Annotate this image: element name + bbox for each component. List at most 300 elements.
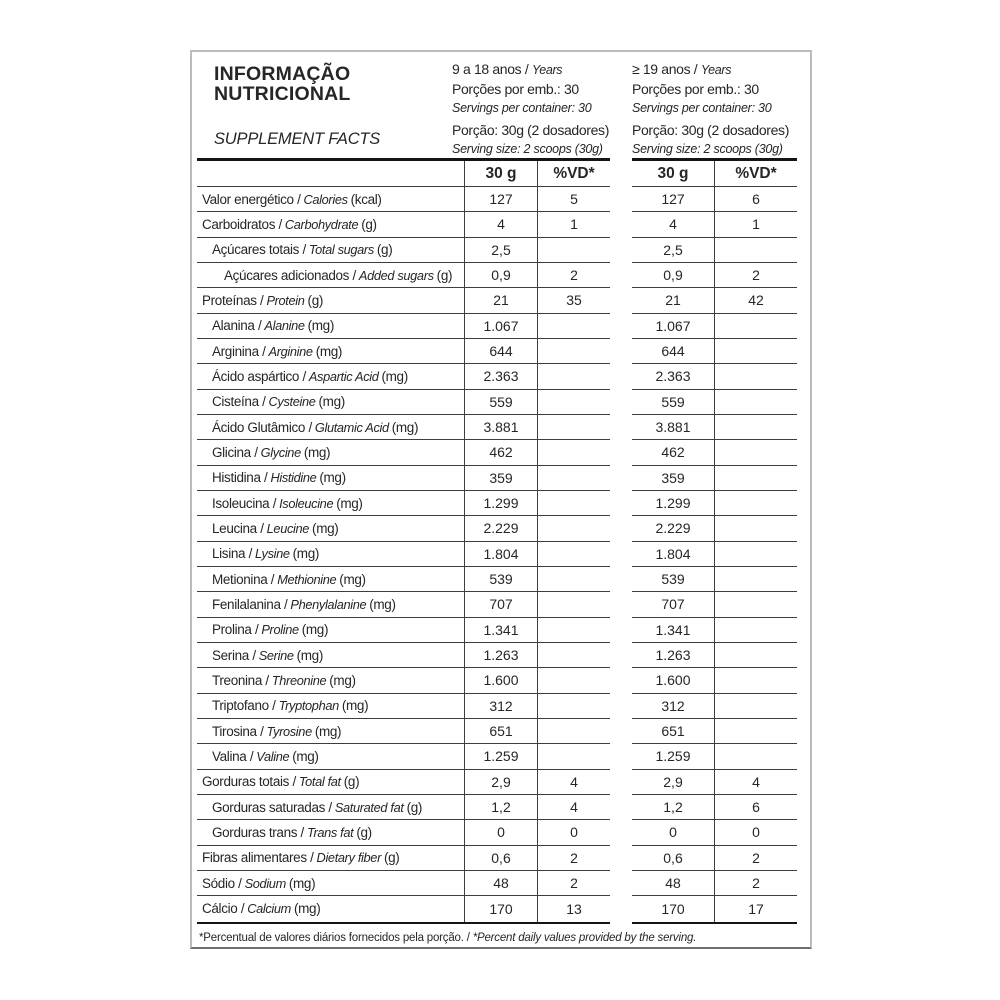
amount-value-group2: 651 bbox=[632, 719, 715, 743]
dv-value-group2 bbox=[715, 744, 797, 768]
amount-value-group1: 170 bbox=[464, 896, 538, 921]
amount-value-group1: 707 bbox=[464, 592, 538, 616]
amount-value-group1: 3.881 bbox=[464, 415, 538, 439]
nutrient-label-unit: (mg) bbox=[312, 520, 339, 536]
footnote bbox=[199, 932, 696, 944]
dv-value-group1 bbox=[538, 744, 610, 768]
nutrient-label-pt: Gorduras trans / bbox=[212, 824, 304, 840]
nutrient-label-pt: Valor energético / bbox=[202, 191, 301, 207]
nutrient-row bbox=[197, 314, 797, 339]
amount-value-group2: 1.299 bbox=[632, 491, 715, 515]
nutrient-label-en: Added sugars bbox=[358, 267, 434, 283]
nutrient-label-en: Calcium bbox=[247, 901, 291, 917]
rule-segment-left bbox=[197, 922, 610, 925]
nutrient-row bbox=[197, 263, 797, 288]
dv-value-group1: 13 bbox=[566, 900, 582, 917]
dv-value-group2 bbox=[715, 466, 797, 490]
dv-value-group1 bbox=[538, 415, 610, 439]
amount-value-group2: 0,6 bbox=[632, 846, 715, 870]
row-segment-right bbox=[632, 288, 797, 313]
dv-value-group1 bbox=[538, 466, 610, 490]
nutrient-label-unit: (mg) bbox=[314, 723, 342, 739]
nutrient-label-en: Aspartic Acid bbox=[308, 368, 379, 384]
row-segment-right bbox=[632, 516, 797, 541]
nutrient-label-unit: (mg) bbox=[339, 571, 366, 587]
nutrient-label-unit: (g) bbox=[406, 799, 423, 815]
amount-column-header-1: 30 g bbox=[464, 161, 538, 186]
dv-value-group1 bbox=[538, 516, 610, 540]
dv-value-group2 bbox=[715, 643, 797, 667]
dv-value-group2 bbox=[715, 364, 797, 388]
table-title-block bbox=[214, 64, 380, 149]
header-segment-left bbox=[197, 161, 610, 187]
nutrient-label-en: Calories bbox=[303, 191, 348, 207]
nutrition-facts-table bbox=[190, 50, 812, 949]
row-segment-left bbox=[197, 466, 610, 491]
amount-value-group1: 0 bbox=[464, 820, 538, 844]
nutrient-label-unit: (mg) bbox=[303, 444, 331, 460]
nutrient-label-pt: Treonina / bbox=[212, 672, 269, 688]
row-segment-right bbox=[632, 820, 797, 845]
row-segment-left bbox=[197, 567, 610, 592]
amount-value-group2: 312 bbox=[632, 694, 715, 718]
amount-value-group2: 3.881 bbox=[632, 415, 715, 439]
nutrient-label-en: Saturated fat bbox=[334, 799, 404, 815]
nutrient-row bbox=[197, 643, 797, 668]
dv-value-group1: 5 bbox=[570, 191, 578, 208]
amount-value-group1: 1,2 bbox=[464, 795, 538, 819]
row-segment-left bbox=[197, 643, 610, 668]
amount-value-group1: 1.263 bbox=[464, 643, 538, 667]
nutrient-label-en: Tyrosine bbox=[266, 723, 312, 739]
nutrient-label-unit: (g) bbox=[361, 216, 377, 232]
amount-value-group1: 1.299 bbox=[464, 491, 538, 515]
row-segment-left bbox=[197, 820, 610, 845]
amount-value-group2: 1.263 bbox=[632, 643, 715, 667]
nutrient-row bbox=[197, 491, 797, 516]
row-segment-left bbox=[197, 212, 610, 237]
amount-value-group1: 1.804 bbox=[464, 542, 538, 566]
nutrient-label-unit: (mg) bbox=[294, 901, 321, 917]
dv-value-group2: 4 bbox=[752, 773, 760, 790]
amount-value-group1: 312 bbox=[464, 694, 538, 718]
dv-value-group2 bbox=[715, 440, 797, 464]
nutrient-label-unit: (mg) bbox=[381, 368, 408, 384]
nutrient-row bbox=[197, 516, 797, 541]
row-segment-right bbox=[632, 187, 797, 212]
nutrient-label-en: Proline bbox=[261, 622, 299, 638]
nutrient-label-pt: Serina / bbox=[212, 647, 256, 663]
nutrient-label-pt: Cisteína / bbox=[212, 394, 266, 410]
row-segment-right bbox=[632, 618, 797, 643]
amount-value-group1: 48 bbox=[464, 871, 538, 895]
amount-value-group1: 359 bbox=[464, 466, 538, 490]
nutrient-row bbox=[197, 592, 797, 617]
nutrient-label bbox=[197, 896, 464, 921]
nutrient-label bbox=[197, 643, 464, 667]
nutrient-label-unit: (mg) bbox=[288, 875, 316, 891]
age-range-line: 9 a 18 anos / Years bbox=[452, 61, 563, 77]
dv-value-group1: 1 bbox=[570, 216, 578, 233]
row-segment-left bbox=[197, 871, 610, 896]
dv-value-group1 bbox=[538, 592, 610, 616]
nutrient-label-unit: (mg) bbox=[369, 596, 396, 612]
amount-value-group2: 1.259 bbox=[632, 744, 715, 768]
amount-value-group2: 539 bbox=[632, 567, 715, 591]
nutrient-label bbox=[197, 542, 464, 566]
row-segment-left bbox=[197, 263, 610, 288]
nutrient-label bbox=[197, 288, 464, 312]
nutrient-label-unit: (mg) bbox=[315, 343, 343, 359]
table-subtitle: SUPPLEMENT FACTS bbox=[214, 130, 381, 148]
nutrient-label-unit: (mg) bbox=[391, 419, 419, 435]
amount-value-group1: 651 bbox=[464, 719, 538, 743]
amount-value-group2: 127 bbox=[632, 187, 715, 211]
nutrient-label-unit: (mg) bbox=[318, 394, 345, 410]
row-segment-right bbox=[632, 567, 797, 592]
amount-value-group2: 21 bbox=[632, 288, 715, 312]
servings-en: Servings per container: 30 bbox=[632, 101, 772, 115]
row-segment-right bbox=[632, 744, 797, 769]
amount-value-group2: 170 bbox=[632, 896, 715, 921]
servings-pt: Porções por emb.: 30 bbox=[632, 81, 759, 97]
nutrient-label bbox=[197, 390, 464, 414]
row-segment-left bbox=[197, 440, 610, 465]
row-segment-right bbox=[632, 491, 797, 516]
dv-value-group2 bbox=[715, 339, 797, 363]
dv-value-group2 bbox=[715, 415, 797, 439]
row-segment-right bbox=[632, 390, 797, 415]
row-segment-right bbox=[632, 592, 797, 617]
nutrient-label-en: Leucine bbox=[266, 520, 310, 536]
dv-value-group1 bbox=[538, 719, 610, 743]
dv-value-group2 bbox=[715, 238, 797, 262]
nutrient-label-en: Protein bbox=[266, 292, 305, 308]
nutrient-label-en: Valine bbox=[256, 748, 290, 764]
bottom-rule bbox=[197, 922, 797, 925]
amount-value-group2: 1.804 bbox=[632, 542, 715, 566]
servings-pt: Porções por emb.: 30 bbox=[452, 81, 579, 97]
amount-value-group1: 127 bbox=[464, 187, 538, 211]
amount-value-group1: 4 bbox=[464, 212, 538, 236]
nutrient-label-pt: Fenilalanina / bbox=[212, 596, 288, 612]
dv-value-group1 bbox=[538, 390, 610, 414]
nutrient-label-unit: (kcal) bbox=[350, 191, 382, 207]
nutrient-row bbox=[197, 212, 797, 237]
age-range-line: ≥ 19 anos / Years bbox=[632, 61, 732, 77]
amount-value-group2: 0,9 bbox=[632, 263, 715, 287]
nutrient-label bbox=[197, 668, 464, 692]
amount-value-group2: 644 bbox=[632, 339, 715, 363]
nutrient-label-unit: (g) bbox=[376, 242, 393, 258]
row-segment-left bbox=[197, 542, 610, 567]
row-segment-right bbox=[632, 846, 797, 871]
row-segment-left bbox=[197, 339, 610, 364]
amount-value-group1: 2,5 bbox=[464, 238, 538, 262]
dv-value-group2: 2 bbox=[752, 267, 760, 284]
row-segment-right bbox=[632, 896, 797, 921]
dv-value-group1 bbox=[538, 364, 610, 388]
nutrient-label-pt: Triptofano / bbox=[212, 698, 276, 714]
amount-value-group2: 1.341 bbox=[632, 618, 715, 642]
nutrient-label-pt: Prolina / bbox=[212, 622, 259, 638]
nutrient-label-unit: (g) bbox=[356, 824, 372, 840]
dv-value-group2 bbox=[715, 491, 797, 515]
amount-value-group2: 2.229 bbox=[632, 516, 715, 540]
nutrient-label-en: Glutamic Acid bbox=[314, 419, 389, 435]
nutrient-label bbox=[197, 212, 464, 236]
row-segment-right bbox=[632, 643, 797, 668]
row-segment-right bbox=[632, 364, 797, 389]
age-group-header-19-plus bbox=[632, 60, 827, 158]
amount-value-group2: 1,2 bbox=[632, 795, 715, 819]
nutrient-label-unit: (mg) bbox=[292, 546, 320, 562]
nutrient-label-unit: (mg) bbox=[296, 647, 323, 663]
nutrient-label bbox=[197, 440, 464, 464]
nutrient-label-en: Cysteine bbox=[268, 394, 316, 410]
nutrient-label-pt: Gorduras saturadas / bbox=[212, 799, 332, 815]
amount-value-group2: 2.363 bbox=[632, 364, 715, 388]
dv-value-group1 bbox=[538, 643, 610, 667]
footnote-pt: *Percentual de valores diários fornecidos pela porção. / bbox=[199, 932, 470, 944]
amount-value-group2: 359 bbox=[632, 466, 715, 490]
amount-value-group2: 1.067 bbox=[632, 314, 715, 338]
dv-value-group2 bbox=[715, 694, 797, 718]
title-line-2: NUTRICIONAL bbox=[214, 83, 351, 105]
row-segment-left bbox=[197, 592, 610, 617]
nutrient-label-en: Trans fat bbox=[306, 824, 354, 840]
nutrient-label-en: Histidine bbox=[270, 470, 317, 486]
portion-en: Serving size: 2 scoops (30g) bbox=[632, 142, 783, 156]
nutrient-row bbox=[197, 364, 797, 389]
nutrient-label-unit: (g) bbox=[383, 850, 400, 866]
row-segment-right bbox=[632, 314, 797, 339]
dv-value-group1 bbox=[538, 314, 610, 338]
nutrient-label bbox=[197, 820, 464, 844]
row-segment-left bbox=[197, 668, 610, 693]
header-segment-right bbox=[632, 161, 797, 187]
amount-value-group1: 644 bbox=[464, 339, 538, 363]
nutrient-label-en: Dietary fiber bbox=[316, 850, 381, 866]
nutrient-label bbox=[197, 871, 464, 895]
row-segment-left bbox=[197, 238, 610, 263]
dv-value-group1 bbox=[538, 694, 610, 718]
row-segment-right bbox=[632, 770, 797, 795]
nutrient-row bbox=[197, 187, 797, 212]
dv-value-group1: 2 bbox=[570, 267, 578, 284]
nutrient-label-pt: Lisina / bbox=[212, 546, 252, 562]
nutrient-label-en: Glycine bbox=[260, 444, 301, 460]
nutrient-label-en: Total fat bbox=[298, 774, 341, 790]
nutrient-row bbox=[197, 668, 797, 693]
nutrient-label-en: Lysine bbox=[254, 546, 290, 562]
nutrient-row bbox=[197, 390, 797, 415]
nutrient-label-en: Sodium bbox=[244, 875, 286, 891]
dv-value-group2 bbox=[715, 592, 797, 616]
nutrient-row bbox=[197, 871, 797, 896]
row-segment-right bbox=[632, 212, 797, 237]
portion-pt: Porção: 30g (2 dosadores) bbox=[452, 122, 610, 138]
nutrient-row bbox=[197, 542, 797, 567]
nutrient-label bbox=[197, 263, 464, 287]
row-segment-left bbox=[197, 744, 610, 769]
nutrient-label-en: Total sugars bbox=[308, 242, 374, 258]
dv-value-group2: 2 bbox=[752, 875, 760, 892]
nutrient-label-en: Tryptophan bbox=[278, 698, 339, 714]
dv-value-group2: 17 bbox=[748, 900, 764, 917]
row-segment-left bbox=[197, 415, 610, 440]
nutrient-label bbox=[197, 516, 464, 540]
row-segment-right bbox=[632, 440, 797, 465]
portion-pt: Porção: 30g (2 dosadores) bbox=[632, 122, 790, 138]
nutrient-row bbox=[197, 288, 797, 313]
dv-value-group2: 2 bbox=[752, 849, 760, 866]
nutrient-label bbox=[197, 415, 464, 439]
dv-value-group2: 6 bbox=[752, 191, 760, 208]
amount-value-group1: 1.067 bbox=[464, 314, 538, 338]
nutrient-label bbox=[197, 314, 464, 338]
amount-value-group2: 4 bbox=[632, 212, 715, 236]
amount-value-group1: 0,6 bbox=[464, 846, 538, 870]
amount-value-group1: 559 bbox=[464, 390, 538, 414]
dv-value-group2 bbox=[715, 719, 797, 743]
dv-value-group1 bbox=[538, 668, 610, 692]
dv-value-group2 bbox=[715, 668, 797, 692]
amount-value-group2: 2,9 bbox=[632, 770, 715, 794]
nutrient-grid bbox=[197, 158, 797, 924]
nutrient-label bbox=[197, 719, 464, 743]
amount-value-group1: 1.259 bbox=[464, 744, 538, 768]
dv-value-group2 bbox=[715, 542, 797, 566]
nutrient-row bbox=[197, 466, 797, 491]
nutrient-label-pt: Isoleucina / bbox=[212, 495, 277, 511]
dv-value-group2 bbox=[715, 390, 797, 414]
dv-value-group1 bbox=[538, 339, 610, 363]
row-segment-right bbox=[632, 719, 797, 744]
nutrient-label bbox=[197, 592, 464, 616]
nutrient-row bbox=[197, 846, 797, 871]
nutrient-label bbox=[197, 466, 464, 490]
row-segment-left bbox=[197, 896, 610, 921]
nutrient-label bbox=[197, 339, 464, 363]
nutrient-label-unit: (g) bbox=[307, 292, 323, 308]
nutrient-label-en: Isoleucine bbox=[279, 495, 334, 511]
dv-value-group1 bbox=[538, 567, 610, 591]
age-group-header-9-18 bbox=[452, 60, 647, 158]
amount-value-group1: 21 bbox=[464, 288, 538, 312]
nutrient-label bbox=[197, 770, 464, 794]
amount-value-group1: 2,9 bbox=[464, 770, 538, 794]
amount-value-group2: 462 bbox=[632, 440, 715, 464]
nutrient-label-pt: Valina / bbox=[212, 748, 254, 764]
nutrient-label-pt: Tirosina / bbox=[212, 723, 264, 739]
nutrient-label-unit: (mg) bbox=[319, 470, 346, 486]
nutrient-label-pt: Fibras alimentares / bbox=[202, 850, 314, 866]
row-segment-right bbox=[632, 871, 797, 896]
dv-value-group1 bbox=[538, 542, 610, 566]
dv-column-header-1: %VD* bbox=[553, 164, 595, 182]
dv-value-group1 bbox=[538, 491, 610, 515]
dv-value-group1: 4 bbox=[570, 773, 578, 790]
nutrient-label-en: Arginine bbox=[268, 343, 313, 359]
amount-value-group2: 48 bbox=[632, 871, 715, 895]
nutrient-label-en: Phenylalanine bbox=[290, 596, 367, 612]
nutrient-label-pt: Carboidratos / bbox=[202, 216, 282, 232]
column-header-spacer bbox=[197, 161, 464, 186]
amount-value-group1: 1.341 bbox=[464, 618, 538, 642]
nutrient-row bbox=[197, 567, 797, 592]
nutrient-label-unit: (mg) bbox=[301, 622, 329, 638]
row-segment-right bbox=[632, 263, 797, 288]
row-segment-right bbox=[632, 466, 797, 491]
nutrient-row bbox=[197, 795, 797, 820]
nutrient-label-pt: Alanina / bbox=[212, 318, 262, 334]
dv-value-group1 bbox=[538, 238, 610, 262]
column-header-row bbox=[197, 161, 797, 187]
amount-value-group1: 2.363 bbox=[464, 364, 538, 388]
nutrient-label-en: Serine bbox=[258, 647, 294, 663]
amount-value-group2: 707 bbox=[632, 592, 715, 616]
nutrient-label bbox=[197, 694, 464, 718]
nutrient-row bbox=[197, 896, 797, 921]
nutrient-label bbox=[197, 567, 464, 591]
nutrient-row bbox=[197, 339, 797, 364]
dv-value-group1: 4 bbox=[570, 799, 578, 816]
nutrient-label-unit: (mg) bbox=[292, 748, 319, 764]
nutrient-label-pt: Arginina / bbox=[212, 343, 266, 359]
dv-value-group1 bbox=[538, 618, 610, 642]
row-segment-right bbox=[632, 694, 797, 719]
row-segment-right bbox=[632, 415, 797, 440]
amount-value-group2: 559 bbox=[632, 390, 715, 414]
dv-value-group2 bbox=[715, 314, 797, 338]
nutrient-row bbox=[197, 415, 797, 440]
nutrient-label-pt: Metionina / bbox=[212, 571, 275, 587]
nutrient-label bbox=[197, 744, 464, 768]
nutrient-label-pt: Açúcares totais / bbox=[212, 242, 306, 258]
nutrient-label-pt: Histidina / bbox=[212, 470, 268, 486]
amount-value-group1: 462 bbox=[464, 440, 538, 464]
row-segment-left bbox=[197, 314, 610, 339]
row-segment-left bbox=[197, 390, 610, 415]
amount-value-group1: 1.600 bbox=[464, 668, 538, 692]
dv-value-group1: 0 bbox=[570, 824, 578, 841]
row-segment-left bbox=[197, 288, 610, 313]
nutrient-row bbox=[197, 618, 797, 643]
nutrient-row bbox=[197, 694, 797, 719]
nutrient-label-unit: (mg) bbox=[307, 318, 334, 334]
nutrient-label-en: Alanine bbox=[264, 318, 305, 334]
nutrient-label-pt: Glicina / bbox=[212, 444, 258, 460]
nutrient-label-pt: Leucina / bbox=[212, 520, 264, 536]
dv-value-group2: 0 bbox=[752, 824, 760, 841]
amount-column-header-2: 30 g bbox=[632, 161, 715, 186]
servings-en: Servings per container: 30 bbox=[452, 101, 592, 115]
nutrient-row bbox=[197, 770, 797, 795]
nutrient-label-unit: (g) bbox=[436, 267, 453, 283]
nutrient-label-en: Methionine bbox=[277, 571, 337, 587]
row-segment-right bbox=[632, 668, 797, 693]
nutrient-label bbox=[197, 187, 464, 211]
amount-value-group2: 2,5 bbox=[632, 238, 715, 262]
nutrient-row bbox=[197, 719, 797, 744]
nutrient-label-en: Carbohydrate bbox=[284, 216, 359, 232]
row-segment-left bbox=[197, 491, 610, 516]
row-segment-left bbox=[197, 187, 610, 212]
row-segment-left bbox=[197, 364, 610, 389]
dv-value-group1: 2 bbox=[570, 849, 578, 866]
dv-value-group1: 2 bbox=[570, 875, 578, 892]
